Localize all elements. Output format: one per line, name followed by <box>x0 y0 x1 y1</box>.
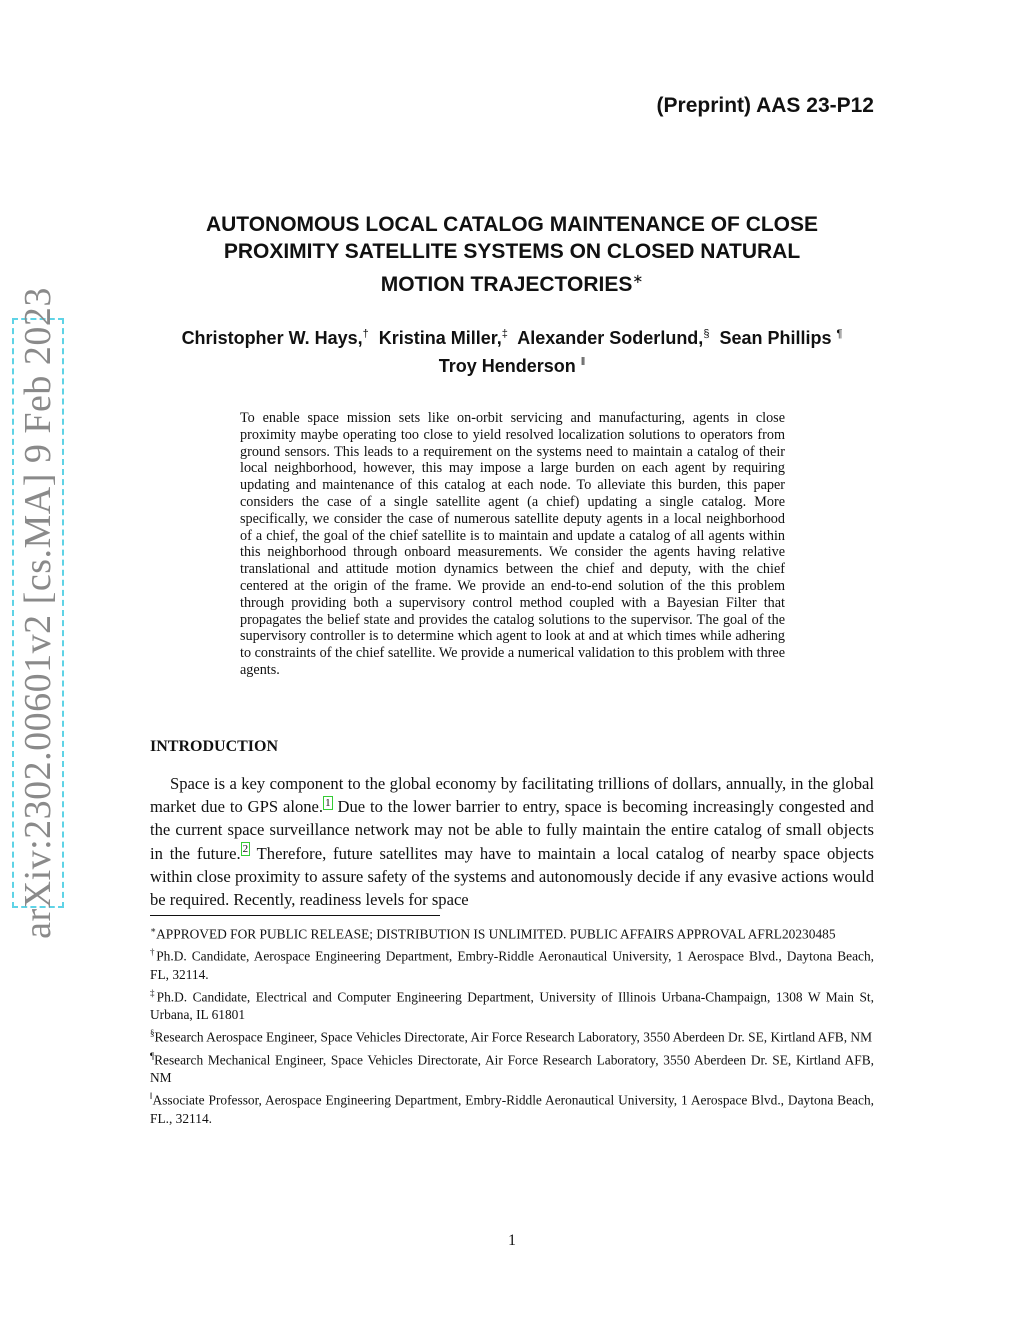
footnote-divider <box>150 915 440 916</box>
author-list <box>150 322 874 378</box>
footnote <box>150 921 874 943</box>
footnote-text: APPROVED FOR PUBLIC RELEASE; DISTRIBUTION IS UNLIMITED. PUBLIC AFFAIRS APPROVAL AFRL20230485 <box>156 926 836 942</box>
section-heading-introduction: INTRODUCTION <box>150 738 279 755</box>
author-footnote-mark[interactable]: ‡ <box>501 328 508 340</box>
author-footnote-mark[interactable]: † <box>362 328 369 340</box>
preprint-label: (Preprint) AAS 23-P12 <box>656 94 874 117</box>
footnote-mark: ¶ <box>150 1050 155 1061</box>
page-number: 1 <box>508 1232 516 1249</box>
abstract: To enable space mission sets like on-orbit servicing and manufacturing, agents in close proximity maybe operating too close to yield resolved localization solutions to operators from ground sensors. This leads to a requirement on the systems need to maintain a catalog of their local neighborhood, however, this may impose a large burden on each agent by requiring updating and maintenance of this catalog at each node. To alleviate this burden, this paper considers the case of a single satellite agent (a chief) updating a single catalog. More specifically, we consider the case of numerous satellite deputy agents in a local neighborhood of a chief, the goal of the chief satellite is to maintain and update a catalog of all agents within this neighborhood through onboard measurements. We consider the agents having relative translational and attitude motion dynamics between the chief and deputy, with the chief centered at the origin of the frame. We provide an end-to-end solution of the this problem through providing both a supervisory control method coupled with a Bayesian Filter that propagates the belief state and provides the catalog solutions to the supervisor. The goal of the supervisory controller is to determine which agent to look at and at which times while adhering to constraints of the chief satellite. We provide a numerical validation to this problem with three agents. <box>240 410 785 678</box>
footnote <box>150 1047 874 1087</box>
footnote-mark: § <box>150 1028 155 1039</box>
paper-title <box>150 211 874 298</box>
author-name: Alexander Soderlund, <box>517 328 704 348</box>
author-name: Christopher W. Hays, <box>181 328 363 348</box>
footnote-text: Ph.D. Candidate, Aerospace Engineering Department, Embry-Riddle Aeronautical University, 1 Aerospace Blvd., Daytona Beach, FL, 32114. <box>150 948 874 982</box>
author-name: Sean Phillips <box>719 328 832 348</box>
citation-link[interactable]: 2 <box>242 843 249 856</box>
footnote-mark: ‡ <box>150 987 157 998</box>
footnote-mark: ‖ <box>150 1091 153 1102</box>
intro-text: Due to the lower barrier to entry, space is becoming increasingly congested and the current space surveillance network may not be able to fully maintain the entire catalog of small objects in the future. <box>150 797 874 863</box>
author-footnote-mark[interactable]: ¶ <box>836 328 843 340</box>
footnote-mark: ∗ <box>150 925 157 935</box>
footnote <box>150 1024 874 1046</box>
citation-link[interactable]: 1 <box>325 796 331 809</box>
author-footnote-mark[interactable]: ‖ <box>580 356 586 368</box>
title-footnote-mark[interactable]: ∗ <box>632 271 644 286</box>
title-line-2: PROXIMITY SATELLITE SYSTEMS ON CLOSED NATURAL <box>223 240 801 263</box>
author-footnote-mark[interactable]: § <box>703 328 710 340</box>
intro-text: Therefore, future satellites may have to maintain a local catalog of nearby space objects within close proximity to assure safety of the systems and autonomously decide if any evasive actions would be required. Recently, readiness levels for space <box>150 843 874 910</box>
footnote <box>150 943 874 983</box>
arxiv-id-text: arXiv:2302.00601v2 [cs.MA] 9 Feb 2023 <box>17 287 59 939</box>
author-name: Kristina Miller, <box>378 328 502 348</box>
intro-text: Space is a key component to the global economy by facilitating trillions of dollars, annually, in the global market due to GPS alone. <box>150 774 874 817</box>
footnote <box>150 984 874 1024</box>
footnote-text: Associate Professor, Aerospace Engineering Department, Embry-Riddle Aeronautical University, 1 Aerospace Blvd., Daytona Beach, FL., 32114. <box>150 1092 874 1126</box>
title-line-1: AUTONOMOUS LOCAL CATALOG MAINTENANCE OF CLOSE <box>205 213 819 236</box>
footnote-text: Ph.D. Candidate, Electrical and Computer Engineering Department, University of Illinois Urbana-Champaign, 1308 W Main St, Urbana, IL 61801 <box>150 989 874 1023</box>
author-name: Troy Henderson <box>438 356 576 376</box>
footnote-text: Research Aerospace Engineer, Space Vehicles Directorate, Air Force Research Laboratory, 3550 Aberdeen Dr. SE, Kirtland AFB, NM <box>154 1029 872 1045</box>
footnote <box>150 1087 874 1127</box>
footnote-mark: † <box>150 947 157 958</box>
title-line-3: MOTION TRAJECTORIES <box>380 273 633 296</box>
intro-paragraph <box>150 772 874 911</box>
footnote-text: Research Mechanical Engineer, Space Vehicles Directorate, Air Force Research Laboratory, 3550 Aberdeen Dr. SE, Kirtland AFB, NM <box>150 1052 874 1086</box>
footnotes <box>150 921 874 1128</box>
arxiv-stamp[interactable] <box>12 287 64 939</box>
